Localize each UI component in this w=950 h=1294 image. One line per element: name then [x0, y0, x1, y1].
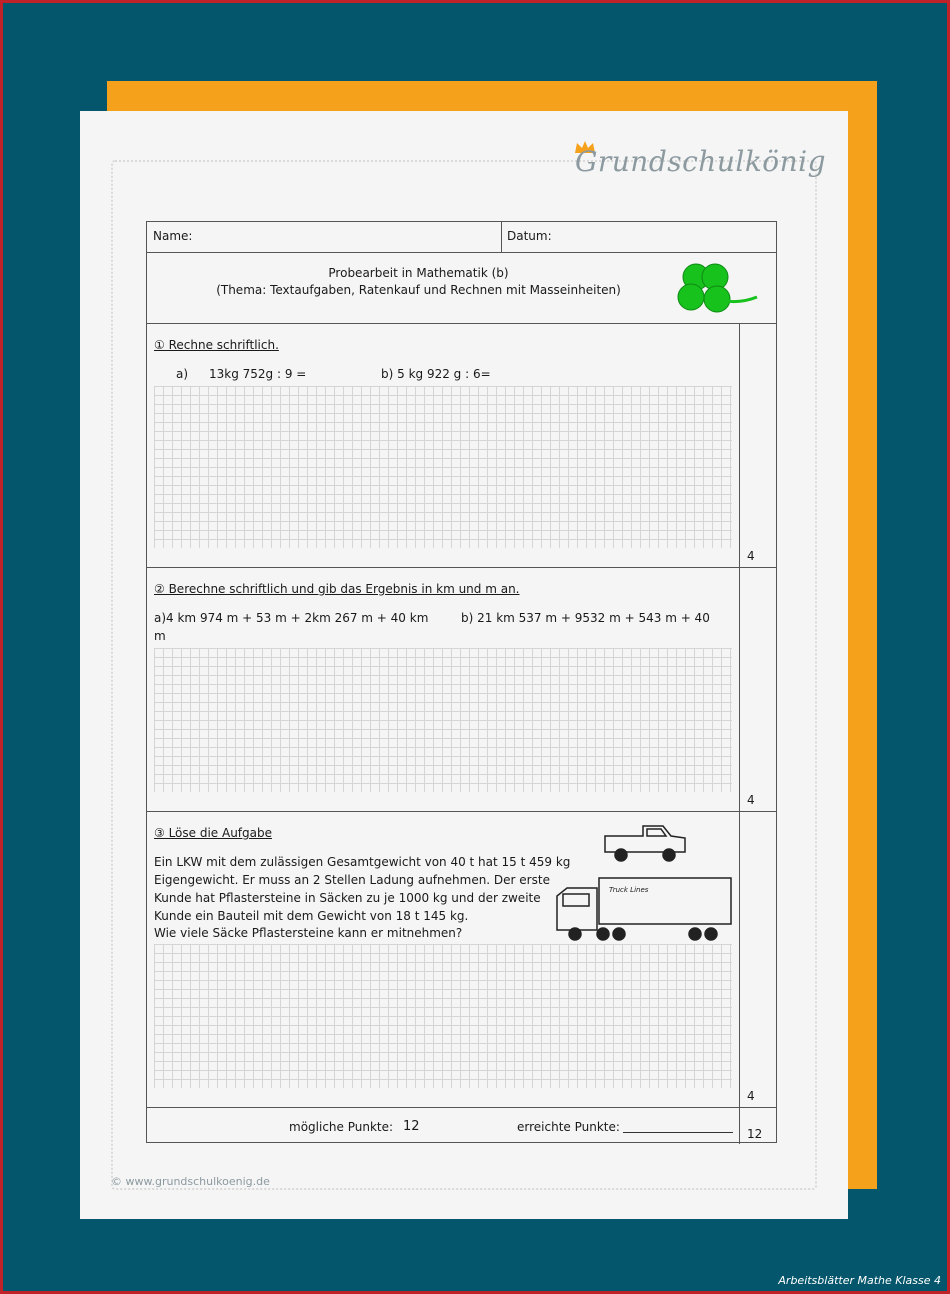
task-3-points-column [739, 812, 776, 1107]
semi-truck-icon [555, 874, 735, 946]
task-1-points-column [739, 324, 776, 567]
four-leaf-clover-icon [669, 259, 761, 325]
task-3-line-2: Eigengewicht. Er muss an 2 Stellen Ladung aufnehmen. Der erste [154, 873, 550, 887]
task-2-grid[interactable] [154, 648, 732, 792]
task-3-line-4: Kunde ein Bauteil mit dem Gewicht von 18 t 145 kg. [154, 909, 469, 923]
total-points: 12 [747, 1127, 763, 1141]
task-1a-label: a) [176, 367, 189, 381]
date-label: Datum: [507, 229, 552, 243]
task-2a-text: a)4 km 974 m + 53 m + 2km 267 m + 40 km [154, 611, 429, 625]
task-1 [147, 324, 776, 568]
task-3-title: ③ Löse die Aufgabe [154, 826, 272, 840]
achieved-points-label: erreichte Punkte: [517, 1120, 620, 1134]
exam-sheet [146, 221, 777, 1143]
name-label: Name: [153, 229, 193, 243]
task-3-grid[interactable] [154, 944, 732, 1088]
task-2b-text: b) 21 km 537 m + 9532 m + 543 m + 40 [461, 611, 710, 625]
possible-points-label: mögliche Punkte: [289, 1120, 394, 1134]
pickup-truck-icon [603, 822, 689, 864]
task-2-points: 4 [747, 793, 755, 807]
exam-title: Probearbeit in Mathematik (b) [328, 266, 509, 280]
image-caption: Arbeitsblätter Mathe Klasse 4 [778, 1274, 941, 1287]
total-points-column [739, 1108, 776, 1144]
task-1-points: 4 [747, 549, 755, 563]
task-3-line-1: Ein LKW mit dem zulässigen Gesamtgewicht von 40 t hat 15 t 459 kg [154, 855, 571, 869]
task-2a-text-cont: m [154, 629, 166, 643]
task-1-title: ① Rechne schriftlich. [154, 338, 279, 352]
copyright-text: © www.grundschulkoenig.de [111, 1175, 270, 1188]
title-row [147, 253, 776, 324]
task-3 [147, 812, 776, 1108]
truck-lines-text: Truck Lines [609, 886, 649, 894]
task-3-line-5: Wie viele Säcke Pflastersteine kann er mitnehmen? [154, 926, 463, 940]
task-2-title: ② Berechne schriftlich und gib das Ergebnis in km und m an. [154, 582, 520, 596]
brand-logo: Grundschulkönig [575, 145, 827, 178]
task-2 [147, 568, 776, 812]
name-divider [501, 222, 502, 253]
score-row [147, 1108, 776, 1144]
name-date-row [147, 222, 776, 253]
task-1a-text: 13kg 752g : 9 = [209, 367, 307, 381]
task-3-line-3: Kunde hat Pflastersteine in Säcken zu je 1000 kg und der zweite [154, 891, 541, 905]
task-2-points-column [739, 568, 776, 811]
achieved-points-field[interactable] [623, 1132, 733, 1133]
task-3-points: 4 [747, 1089, 755, 1103]
task-1b-text: b) 5 kg 922 g : 6= [381, 367, 491, 381]
task-1-grid[interactable] [154, 386, 732, 548]
exam-subtitle: (Thema: Textaufgaben, Ratenkauf und Rechnen mit Masseinheiten) [216, 283, 621, 297]
possible-points-value: 12 [403, 1119, 420, 1134]
